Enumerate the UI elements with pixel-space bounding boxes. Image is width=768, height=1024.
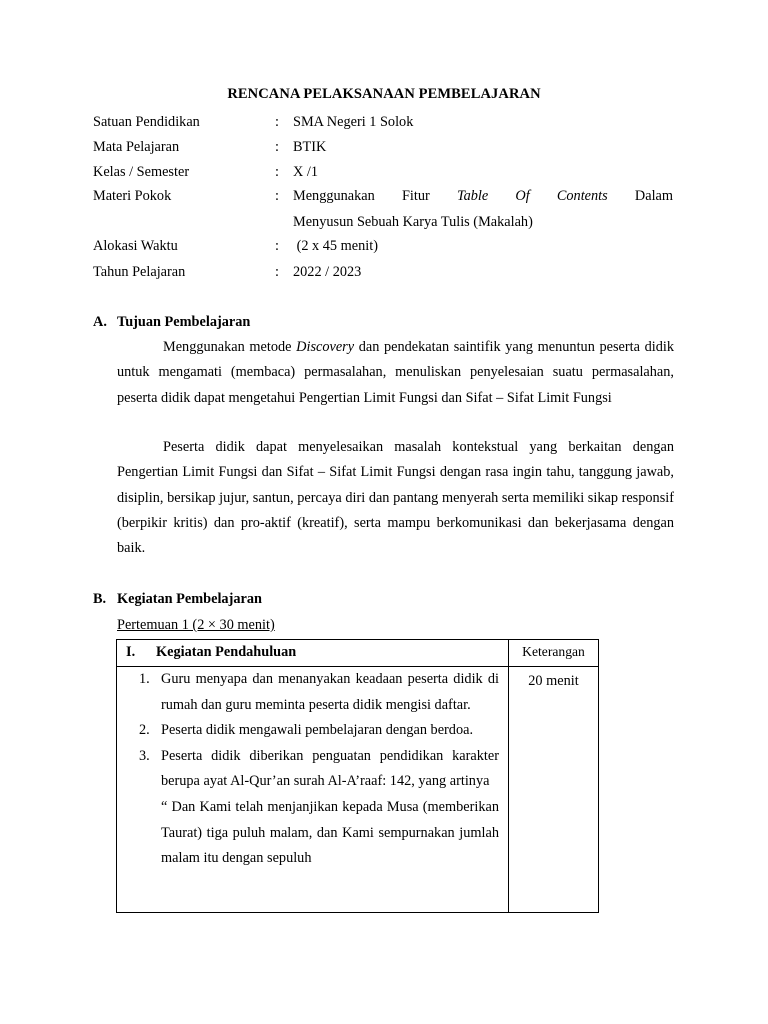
info-label: Tahun Pelajaran bbox=[93, 264, 186, 280]
discovery-term: Discovery bbox=[296, 339, 355, 355]
info-colon: : bbox=[275, 264, 279, 280]
list-item: 2. Peserta didik mengawali pembelajaran dengan berdoa. bbox=[139, 722, 474, 739]
table-header-activity: I. Kegiatan Pendahuluan bbox=[117, 640, 509, 667]
activity-steps-list bbox=[117, 667, 508, 872]
info-colon: : bbox=[275, 188, 279, 204]
document-title: RENCANA PELAKSANAAN PEMBELAJARAN bbox=[227, 86, 541, 102]
keterangan-cell bbox=[509, 667, 599, 913]
info-colon: : bbox=[275, 114, 279, 130]
info-label: Kelas / Semester bbox=[93, 164, 190, 180]
info-label: Mata Pelajaran bbox=[93, 139, 180, 155]
info-row-satuan bbox=[93, 109, 683, 135]
info-value: (2 x 45 menit) bbox=[293, 238, 378, 254]
list-item: 1. Guru menyapa dan menanyakan keadaan peserta didik di rumah dan guru meminta peserta didik mengisi daftar. bbox=[139, 671, 499, 713]
info-row-materi-cont bbox=[93, 209, 683, 235]
activity-table bbox=[116, 639, 599, 913]
section-a-paragraph-2: Peserta didik dapat menyelesaikan masalah kontekstual yang berkaitan dengan Pengertian Limit Fungsi dan Sifat – Sifat Limit Fungsi dengan rasa ingin tahu, tanggung jawab, disiplin, bersikap jujur, santun, percaya diri dan pantang menyerah serta memiliki sikap responsif (berpikir kritis) dan pro-aktif (kreatif), serta mampu berkomunikasi dan bekerjasama dengan baik. bbox=[117, 439, 674, 557]
materi-italic-term: Table Of Contents bbox=[456, 188, 608, 204]
list-item: 3. Peserta didik diberikan penguatan pendidikan karakter berupa ayat Al-Qur’an surah Al-A’raaf: 142, yang artinya bbox=[139, 747, 499, 790]
info-row-kelas bbox=[93, 159, 683, 185]
meeting-label: Pertemuan 1 (2 × 30 menit) bbox=[117, 617, 275, 633]
duration-value: 20 menit bbox=[528, 673, 579, 689]
info-row-tahun bbox=[93, 259, 683, 285]
info-value-materi-line2: Menyusun Sebuah Karya Tulis (Makalah) bbox=[293, 214, 533, 230]
info-value-materi-line1: Menggunakan Fitur Table Of Contents Dalam bbox=[293, 188, 674, 204]
section-letter: B. bbox=[93, 591, 107, 607]
list-item: “ Dan Kami telah menjanjikan kepada Musa (memberikan Taurat) tiga puluh malam, dan Kami sempurnakan jumlah malam itu dengan sepuluh bbox=[161, 798, 499, 867]
table-header-keterangan: Keterangan bbox=[509, 640, 599, 667]
section-letter: A. bbox=[93, 314, 107, 330]
info-row-materi bbox=[93, 183, 683, 209]
info-value: X /1 bbox=[293, 164, 319, 180]
info-row-alokasi bbox=[93, 233, 683, 259]
section-a-paragraph-1: Menggunakan metode Discovery dan pendekatan saintifik yang menuntun peserta didik untuk mengamati (membaca) permasalahan, menuliskan penyelesaian suatu permasalahan, peserta didik dapat mengetahui Pengertian Limit Fungsi dan Sifat – Sifat Limit Fungsi bbox=[117, 339, 674, 406]
info-value: 2022 / 2023 bbox=[293, 264, 362, 280]
info-value: SMA Negeri 1 Solok bbox=[293, 114, 414, 130]
info-colon: : bbox=[275, 139, 279, 155]
info-row-mapel bbox=[93, 134, 683, 160]
section-b-heading: B. Kegiatan Pembelajaran bbox=[93, 586, 262, 612]
info-label: Satuan Pendidikan bbox=[93, 114, 200, 130]
info-label: Materi Pokok bbox=[93, 188, 172, 204]
info-colon: : bbox=[275, 164, 279, 180]
activity-steps-cell bbox=[117, 667, 509, 913]
info-value: BTIK bbox=[293, 139, 327, 155]
section-a-heading: A. Tujuan Pembelajaran bbox=[93, 309, 250, 335]
info-colon: : bbox=[275, 238, 279, 254]
info-label: Alokasi Waktu bbox=[93, 238, 178, 254]
